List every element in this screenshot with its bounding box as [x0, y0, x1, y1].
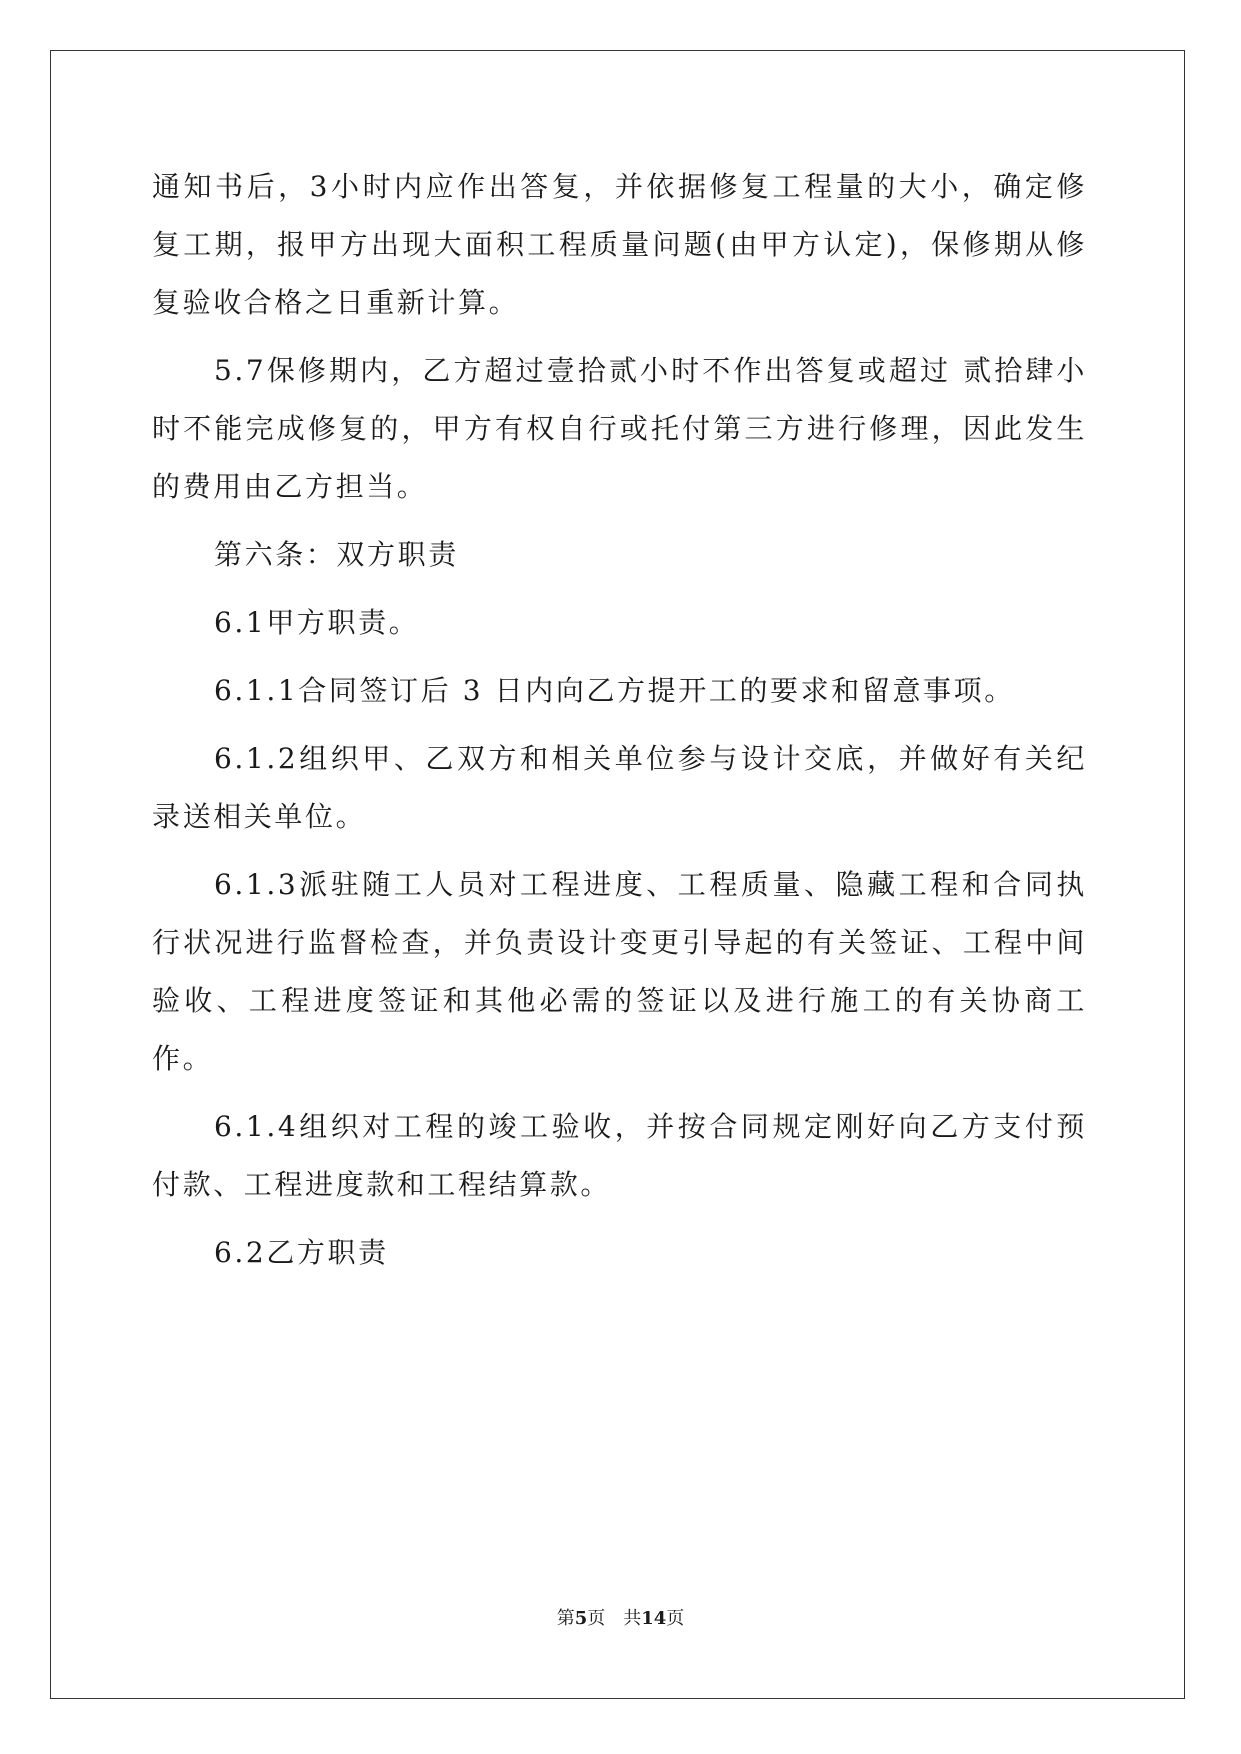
paragraph: 通知书后，3小时内应作出答复，并依据修复工程量的大小，确定修复工期，报甲方出现大面积工程质量问题(由甲方认定)，保修期从修复验收合格之日重新计算。: [152, 170, 1087, 319]
paragraph: 6.1.1合同签订后 3 日内向乙方提开工的要求和留意事项。: [214, 674, 1015, 707]
paragraph: 6.1.2组织甲、乙双方和相关单位参与设计交底，并做好有关纪录送相关单位。: [152, 742, 1087, 833]
subsection-heading: 6.2乙方职责: [214, 1236, 389, 1269]
total-suffix: 页: [666, 1608, 685, 1629]
paragraph: 5.7保修期内，乙方超过壹拾贰小时不作出答复或超过 贰拾肆小时不能完成修复的，甲方有权自行或托付第三方进行修理，因此发生的费用由乙方担当。: [152, 354, 1087, 503]
page-suffix: 页: [587, 1608, 606, 1629]
total-prefix: 共: [623, 1608, 642, 1629]
total-pages: 14: [641, 1608, 667, 1629]
subsection-heading: 6.1甲方职责。: [214, 606, 420, 639]
page-number: 5: [574, 1608, 588, 1629]
page-footer: [0, 1604, 1241, 1630]
paragraph: 6.1.3派驻随工人员对工程进度、工程质量、隐藏工程和合同执行状况进行监督检查，并负责设计变更引导起的有关签证、工程中间验收、工程进度签证和其他必需的签证以及进行施工的有关协商工作。: [152, 868, 1087, 1075]
document-body: [152, 158, 1087, 1292]
page-prefix: 第: [556, 1608, 575, 1629]
section-heading: 第六条：双方职责: [214, 538, 459, 571]
paragraph: 6.1.4组织对工程的竣工验收，并按合同规定刚好向乙方支付预付款、工程进度款和工程结算款。: [152, 1110, 1087, 1201]
